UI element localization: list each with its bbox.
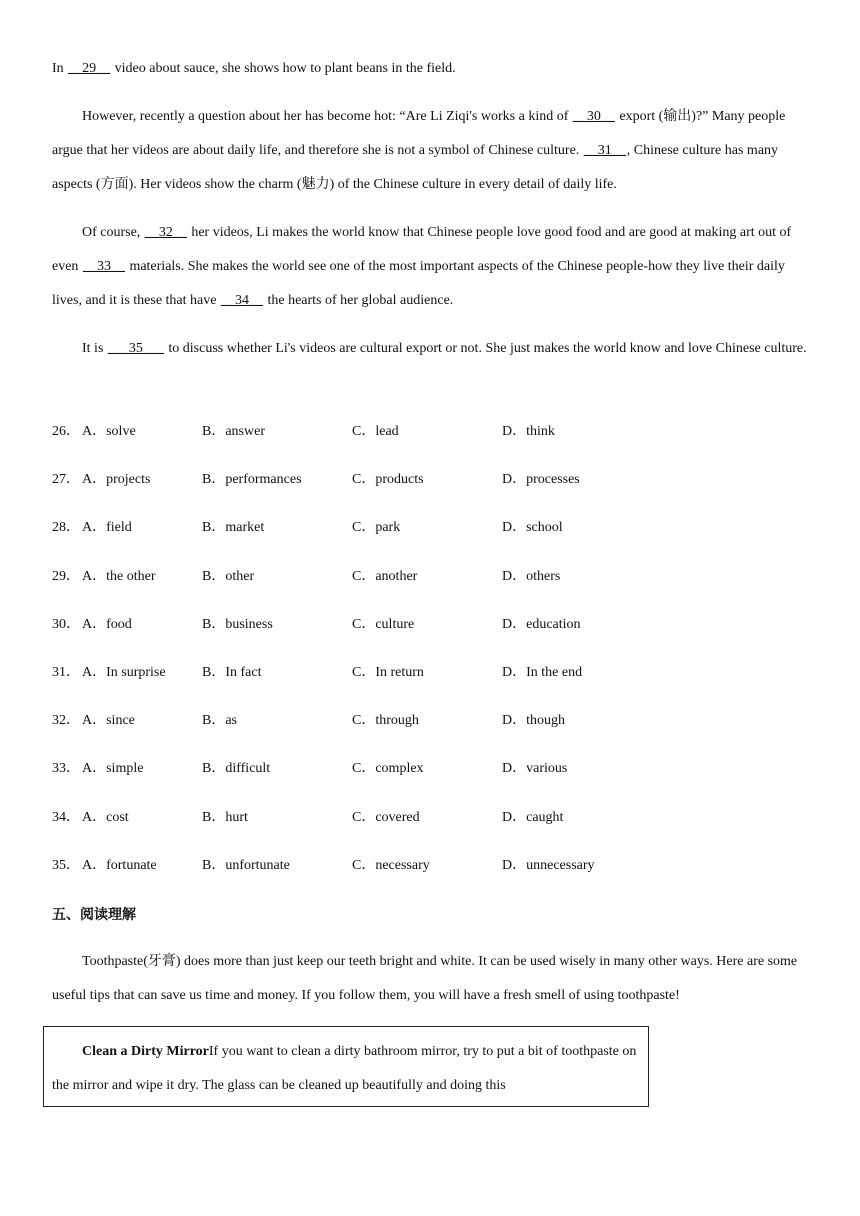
question-number: 30．	[52, 617, 80, 632]
option-a[interactable]: A．simple	[82, 761, 144, 776]
option-c[interactable]: C．through	[352, 713, 419, 728]
question-row	[52, 567, 812, 587]
question-number: 34．	[52, 810, 80, 825]
section-title: 五、阅读理解	[52, 907, 136, 923]
option-c[interactable]: C．covered	[352, 810, 420, 825]
option-a[interactable]: A．the other	[82, 569, 156, 584]
option-d[interactable]: D．school	[502, 520, 563, 535]
text: materials. She makes the world see one of the most important aspects of the Chinese people-how they live their daily lives, and it is these that have	[52, 259, 785, 308]
text: , Chinese culture has many aspects (方面). Her videos show the charm (魅力) of the Chinese culture in every detail of daily life.	[52, 143, 779, 192]
option-d[interactable]: D．think	[502, 424, 555, 439]
option-b[interactable]: B．In fact	[202, 665, 262, 680]
option-a[interactable]: A．field	[82, 520, 132, 535]
question-number: 31．	[52, 665, 80, 680]
question-number: 26．	[52, 424, 80, 439]
option-b[interactable]: B．other	[202, 569, 255, 584]
text: video about sauce, she shows how to plant beans in the field.	[111, 61, 456, 76]
passage-paragraph-4	[52, 332, 812, 366]
text: export (输出)?” Many people argue that her videos are about daily life, and therefore she is not a symbol of Chinese culture.	[52, 109, 786, 158]
option-d[interactable]: D．various	[502, 761, 568, 776]
option-c[interactable]: C．In return	[352, 665, 424, 680]
text: It is	[82, 341, 107, 356]
option-a[interactable]: A．food	[82, 617, 132, 632]
passage-paragraph-2	[52, 100, 812, 202]
tip-content	[52, 1035, 642, 1103]
question-row	[52, 422, 812, 442]
question-row	[52, 518, 812, 538]
option-d[interactable]: D．In the end	[502, 665, 583, 680]
blank-34: __34__	[220, 293, 263, 308]
question-row	[52, 615, 812, 635]
option-a[interactable]: A．projects	[82, 472, 151, 487]
option-d[interactable]: D．others	[502, 569, 561, 584]
option-a[interactable]: A．since	[82, 713, 135, 728]
passage-paragraph-1	[52, 52, 812, 86]
option-b[interactable]: B．performances	[202, 472, 302, 487]
option-c[interactable]: C．complex	[352, 761, 424, 776]
reading-intro: Toothpaste(牙膏) does more than just keep our teeth bright and white. It can be used wisely in many other ways. Here are some useful tips that can save us time and money. If you follow them, you will have a fresh smell of using toothpaste!	[52, 954, 798, 1003]
question-number: 29．	[52, 569, 80, 584]
blank-29: __29__	[68, 61, 111, 76]
question-number: 35．	[52, 858, 80, 873]
blank-33: __33__	[82, 259, 125, 274]
text: the hearts of her global audience.	[263, 293, 454, 308]
text: However, recently a question about her has become hot: “Are Li Ziqi's works a kind of	[82, 109, 572, 124]
option-a[interactable]: A．In surprise	[82, 665, 166, 680]
option-a[interactable]: A．cost	[82, 810, 129, 825]
option-b[interactable]: B．market	[202, 520, 265, 535]
option-d[interactable]: D．caught	[502, 810, 564, 825]
option-c[interactable]: C．another	[352, 569, 418, 584]
text: In	[52, 61, 68, 76]
tip-text: If you want to clean a dirty bathroom mirror, try to put a bit of toothpaste on the mirror and wipe it dry. The glass can be cleaned up beautifully and doing this	[52, 1044, 637, 1093]
option-b[interactable]: B．difficult	[202, 761, 271, 776]
option-c[interactable]: C．necessary	[352, 858, 430, 873]
option-b[interactable]: B．unfortunate	[202, 858, 290, 873]
option-d[interactable]: D．unnecessary	[502, 858, 595, 873]
question-number: 27．	[52, 472, 80, 487]
question-row	[52, 856, 812, 876]
question-row	[52, 711, 812, 731]
option-b[interactable]: B．hurt	[202, 810, 248, 825]
blank-31: __31__	[583, 143, 626, 158]
question-row	[52, 663, 812, 683]
option-c[interactable]: C．products	[352, 472, 424, 487]
passage-paragraph-3	[52, 216, 812, 318]
option-c[interactable]: C．lead	[352, 424, 399, 439]
option-b[interactable]: B．answer	[202, 424, 265, 439]
blank-35: ___35___	[107, 341, 164, 356]
option-a[interactable]: A．fortunate	[82, 858, 157, 873]
question-row	[52, 759, 812, 779]
question-number: 32．	[52, 713, 80, 728]
option-b[interactable]: B．business	[202, 617, 273, 632]
text: to discuss whether Li's videos are cultural export or not. She just makes the world know and love Chinese culture.	[164, 341, 807, 356]
option-d[interactable]: D．processes	[502, 472, 580, 487]
question-number: 33．	[52, 761, 80, 776]
option-d[interactable]: D．though	[502, 713, 565, 728]
question-row	[52, 808, 812, 828]
question-row	[52, 470, 812, 490]
option-c[interactable]: C．park	[352, 520, 401, 535]
tip-box	[43, 1026, 649, 1107]
option-d[interactable]: D．education	[502, 617, 581, 632]
blank-32: __32__	[144, 225, 187, 240]
option-c[interactable]: C．culture	[352, 617, 415, 632]
option-b[interactable]: B．as	[202, 713, 237, 728]
question-number: 28．	[52, 520, 80, 535]
blank-30: __30__	[572, 109, 615, 124]
text: Of course,	[82, 225, 144, 240]
text: her videos, Li makes the world know that Chinese people love good food and are good at making art out of even	[52, 225, 792, 274]
tip-heading: Clean a Dirty Mirror	[82, 1044, 209, 1059]
option-a[interactable]: A．solve	[82, 424, 136, 439]
